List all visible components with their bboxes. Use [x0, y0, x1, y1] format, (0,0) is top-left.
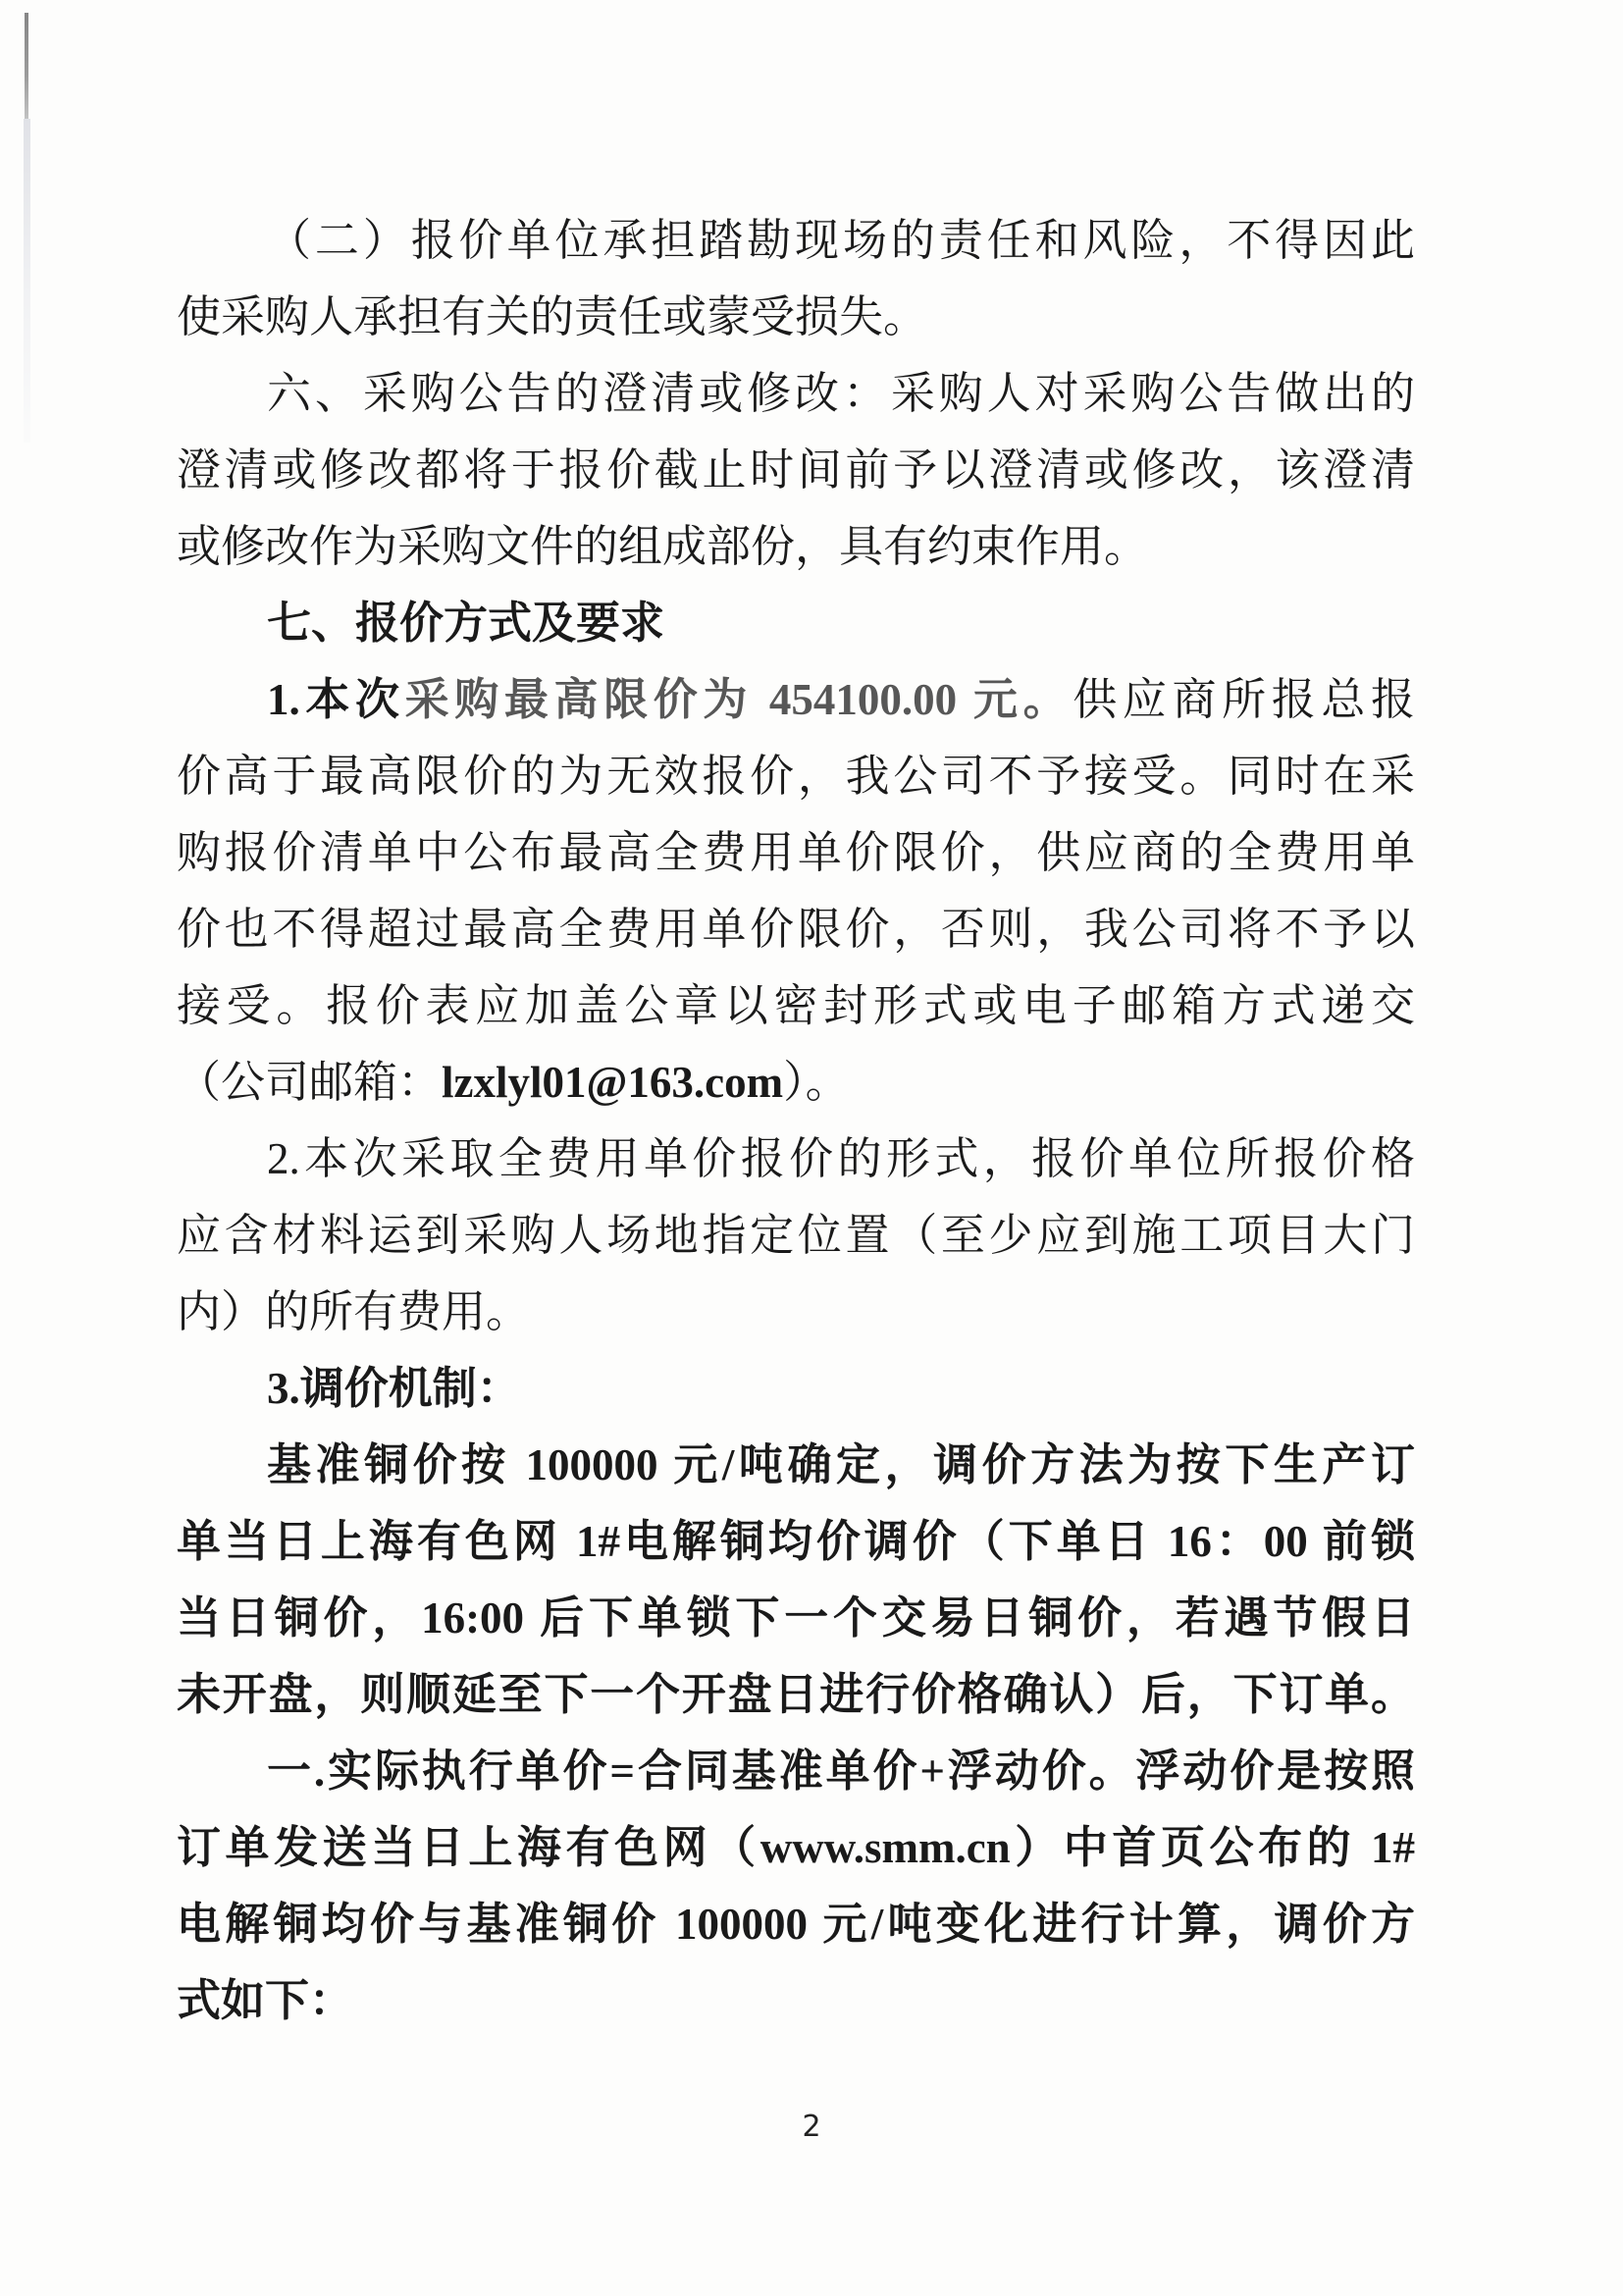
section-heading: 3.调价机制： [267, 1364, 521, 1413]
item-number: 1.本次 [267, 675, 405, 724]
company-email: lzxlyl01@163.com [442, 1058, 784, 1107]
scan-artifact-line [25, 13, 28, 119]
text-line: 或修改作为采购文件的组成部份，具有约束作用。 [177, 522, 1149, 571]
text-line: 内）的所有费用。 [177, 1287, 531, 1336]
text-line: 购报价清单中公布最高全费用单价限价，供应商的全费用单 [177, 828, 1415, 877]
text-line: 使采购人承担有关的责任或蒙受损失。 [177, 292, 928, 341]
text-line: （二）报价单位承担踏勘现场的责任和风险，不得因此 [267, 216, 1415, 265]
section-heading: 七、报价方式及要求 [267, 599, 665, 648]
text-line: 接受。报价表应加盖公章以密封形式或电子邮箱方式递交 [177, 981, 1415, 1030]
text-line: 应含材料运到采购人场地指定位置（至少应到施工项目大门 [177, 1211, 1415, 1260]
text-segment: 供应商所报总报 [1073, 675, 1415, 724]
text-line: 一.实际执行单价=合同基准单价+浮动价。浮动价是按照 [267, 1747, 1415, 1796]
text-line: 订单发送当日上海有色网（www.smm.cn）中首页公布的 1# [177, 1823, 1415, 1872]
text-line: 电解铜均价与基准铜价 100000 元/吨变化进行计算，调价方 [177, 1900, 1415, 1949]
page-number: 2 [802, 2110, 821, 2144]
text-line: 六、采购公告的澄清或修改：采购人对采购公告做出的 [267, 369, 1415, 418]
text-line: 未开盘，则顺延至下一个开盘日进行价格确认）后，下订单。 [177, 1670, 1415, 1719]
text-line: 价也不得超过最高全费用单价限价，否则，我公司将不予以 [177, 905, 1415, 954]
text-line: 基准铜价按 100000 元/吨确定，调价方法为按下生产订 [267, 1440, 1415, 1489]
text-line [177, 661, 1415, 738]
text-segment: （公司邮箱： [177, 1058, 443, 1107]
max-price-highlight: 采购最高限价为 454100.00 元。 [404, 675, 1073, 724]
text-line [177, 1044, 1415, 1121]
scan-artifact-smudge [24, 119, 30, 443]
text-line: 单当日上海有色网 1#电解铜均价调价（下单日 16：00 前锁 [177, 1517, 1415, 1566]
text-line: 价高于最高限价的为无效报价，我公司不予接受。同时在采 [177, 752, 1415, 801]
text-line: 澄清或修改都将于报价截止时间前予以澄清或修改，该澄清 [177, 445, 1415, 495]
document-body [177, 202, 1415, 2039]
text-line: 当日铜价，16:00 后下单锁下一个交易日铜价，若遇节假日 [177, 1593, 1415, 1643]
text-segment: ）。 [783, 1058, 850, 1107]
text-line: 2.本次采取全费用单价报价的形式，报价单位所报价格 [267, 1134, 1415, 1183]
text-line: 式如下： [177, 1976, 354, 2025]
